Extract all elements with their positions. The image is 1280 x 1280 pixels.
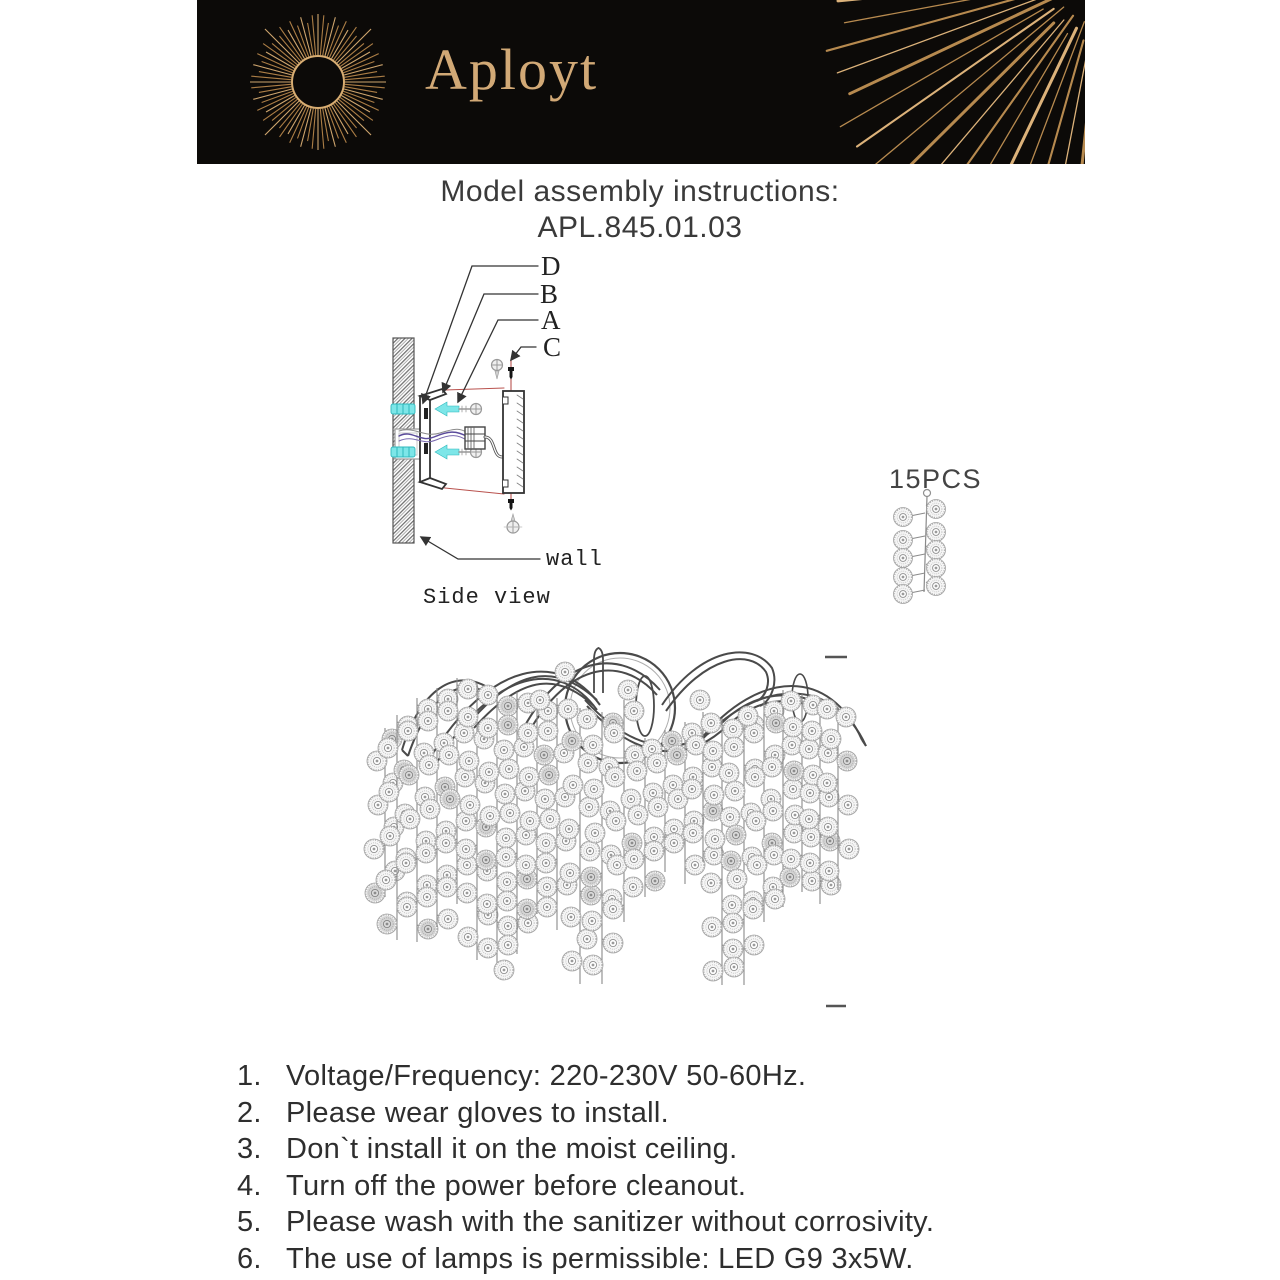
instruction-item: [237, 1133, 1077, 1170]
bottom-screws: [504, 499, 522, 533]
parts-count-label: 15PCS: [889, 464, 983, 494]
part-label-c: C: [543, 332, 562, 362]
model-number: APL.845.01.03: [537, 211, 743, 244]
brand-text: Aployt: [425, 37, 599, 102]
instruction-text: The use of lamps is permissible: LED G9 3x5W.: [286, 1242, 914, 1275]
part-label-d: D: [541, 251, 561, 281]
instruction-item: [237, 1243, 1077, 1280]
part-label-b: B: [540, 279, 559, 309]
instruction-number: 5.: [237, 1206, 262, 1238]
chandelier-illustration: [364, 648, 866, 1006]
wall-label: wall: [546, 547, 603, 572]
instruction-number: 2.: [237, 1096, 262, 1129]
side-view-caption: Side view: [423, 585, 551, 610]
instruction-item: [237, 1170, 1077, 1207]
part-label-a: A: [541, 305, 561, 335]
instruction-item: [237, 1206, 1077, 1243]
instruction-text: Turn off the power before cleanout.: [286, 1169, 747, 1202]
instruction-number: 1.: [237, 1060, 262, 1092]
instruction-text: Please wash with the sanitizer without corrosivity.: [286, 1206, 935, 1238]
instruction-item: [237, 1097, 1077, 1134]
instruction-item: [237, 1060, 1077, 1097]
instruction-text: Please wear gloves to install.: [286, 1096, 669, 1129]
instruction-number: 3.: [237, 1133, 262, 1165]
lamp-backplate: [503, 391, 524, 493]
instruction-number: 4.: [237, 1169, 262, 1202]
parts-chain-illustration: [894, 490, 946, 604]
terminal-block: [465, 427, 485, 449]
chandelier-crystal-chains: [364, 662, 859, 985]
instruction-text: Don`t install it on the moist ceiling.: [286, 1133, 738, 1165]
page-title: Model assembly instructions:: [440, 175, 840, 208]
instructions-list: [237, 1060, 1077, 1279]
instruction-number: 6.: [237, 1242, 262, 1275]
instruction-text: Voltage/Frequency: 220-230V 50-60Hz.: [286, 1060, 807, 1092]
side-view-diagram: [391, 266, 540, 559]
